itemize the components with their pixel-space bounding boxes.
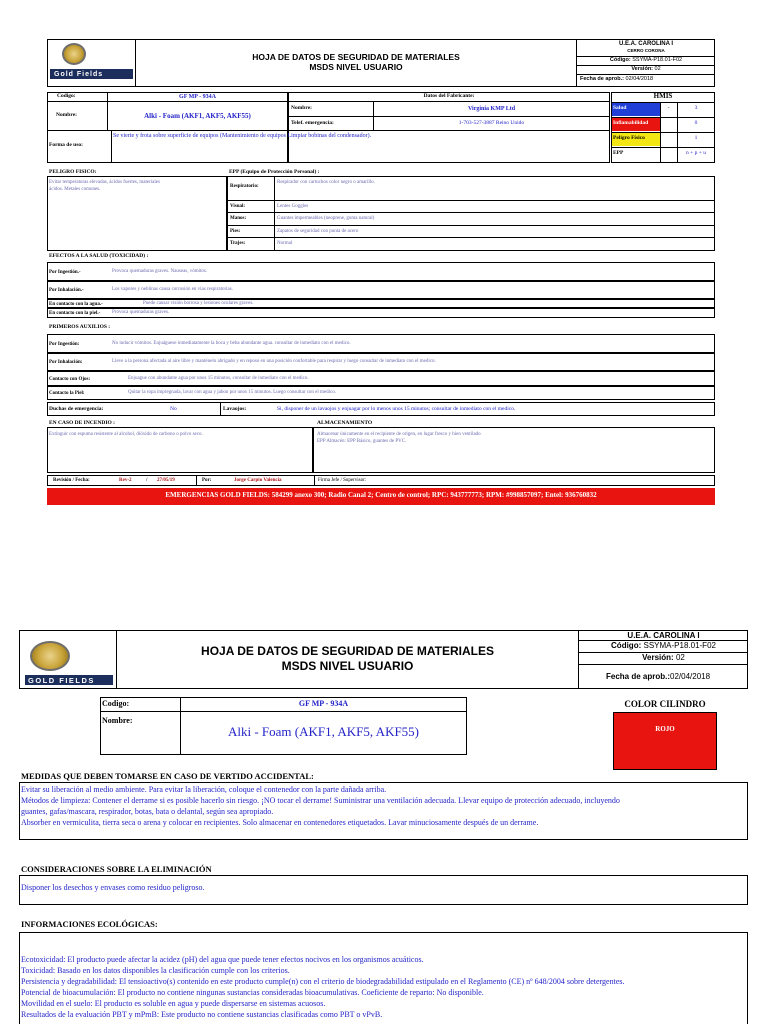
first-aid-label: Por Inhalación: bbox=[49, 360, 83, 365]
first-aid-label: Por Ingestión: bbox=[49, 342, 80, 347]
cylinder-color-value: ROJO bbox=[655, 725, 675, 733]
logo-fields-text: Fields bbox=[76, 70, 104, 78]
approval-date-2: Fecha de aprob.:02/04/2018 bbox=[606, 672, 711, 681]
ecological-text-line: Ecotoxicidad: El producto puede afectar la acidez (pH) del agua que puede tener efectos nocivos en los organismos acuáticos. bbox=[21, 955, 424, 964]
doc-code: Código: SSYMA-P18.01-F02 bbox=[609, 57, 683, 63]
hmis-mid: - bbox=[667, 105, 670, 111]
health-effect-value: Provoca quemaduras graves. Nauseas, vómitos. bbox=[112, 269, 208, 274]
hmis-value: 3 bbox=[694, 105, 698, 111]
physical-hazard-text-1: Evitar temperaturas elevadas, ácidos fuertes, materiales bbox=[49, 180, 160, 185]
document-subtitle: MSDS NIVEL USUARIO bbox=[309, 62, 403, 72]
uea-name: U.E.A. CAROLINA I bbox=[618, 41, 674, 47]
eyewash-label: Lavaojos: bbox=[223, 406, 247, 412]
hmis-value: 0 bbox=[694, 120, 698, 126]
hmis-label: Inflamabilidad bbox=[613, 120, 649, 126]
doc-code-2: Código: SSYMA-P18.01-F02 bbox=[611, 641, 716, 650]
hmis-title: HMIS bbox=[653, 92, 673, 100]
author-label: Por: bbox=[202, 478, 212, 483]
storage-text-2: EPP Almacén: EPP Básico, guantes de PVC. bbox=[317, 439, 407, 444]
revision-date: 27/05/19 bbox=[157, 478, 175, 483]
ppe-row-label: Trajes: bbox=[230, 241, 246, 246]
emergency-shower-label: Duchas de emergencia: bbox=[49, 406, 104, 412]
spill-text-line: Evitar su liberación al medio ambiente. Para evitar la liberación, coloque el contenedor con la parte dañada arriba. bbox=[21, 785, 387, 794]
first-aid-value: No inducir vómitos. Enjuáguese inmediatamente la boca y beba abundante agua. consultar de inmediato con el medico. bbox=[112, 341, 351, 346]
lion-emblem-icon bbox=[62, 43, 86, 65]
uea-name-2: U.E.A. CAROLINA I bbox=[627, 631, 700, 640]
eyewash-value: Si, disponer de un lavaojos y enjuagar por lo menos unos 15 minutos; consultar de inmediato con el medico. bbox=[277, 406, 516, 412]
product-code-label: Codigo: bbox=[57, 93, 76, 99]
product-name-label: Nombre: bbox=[56, 112, 77, 118]
health-effect-value: Provoca quemaduras graves. bbox=[112, 310, 170, 315]
usage-label: Forma de uso: bbox=[49, 142, 83, 148]
ppe-row-value: Normal bbox=[277, 241, 293, 246]
ppe-row-value: Guantes impermeables (neoprene, goma natural) bbox=[277, 216, 375, 221]
health-effect-label: Por Ingestión.- bbox=[49, 270, 81, 275]
emergency-phone-label: Telef. emergencia: bbox=[291, 120, 334, 126]
revision-label: Revisión / Fecha: bbox=[53, 478, 90, 483]
ecological-text-line: Resultados de la evaluación PBT y mPmB: Este producto no contiene sustancias clasificadas como PBT o vPvB. bbox=[21, 1010, 383, 1019]
ppe-row-label: Visual: bbox=[230, 204, 246, 209]
health-effect-label: En contacto con la piel.- bbox=[49, 311, 101, 316]
storage-text-1: Almacenar únicamente en el recipiente de origen, en lugar fresco y bien ventilado bbox=[317, 432, 481, 437]
ppe-heading: EPP (Equipo de Protección Personal) : bbox=[229, 169, 320, 175]
document-title-2: HOJA DE DATOS DE SEGURIDAD DE MATERIALES bbox=[201, 644, 494, 658]
emergency-contacts: EMERGENCIAS GOLD FIELDS: 584299 anexo 300; Radio Canal 2; Centro de control; RPC: 943777773; RPM: #998857097; Entel: 936760832 bbox=[165, 491, 597, 499]
health-effects-heading: EFECTOS A LA SALUD (TOXICIDAD) : bbox=[49, 253, 149, 259]
spill-text-line: guantes, gafas/mascara, respirador, botas, bata o delantal, según sea apropiado. bbox=[21, 807, 274, 816]
document-title: HOJA DE DATOS DE SEGURIDAD DE MATERIALES bbox=[252, 52, 460, 62]
fire-text: Extinguir con espuma resistente al alcohol, dióxido de carbono o polvo seco. bbox=[49, 432, 203, 437]
product-name-2: Alki - Foam (AKF1, AKF5, AKF55) bbox=[227, 724, 420, 739]
doc-version: Versión: 02 bbox=[631, 66, 661, 72]
first-aid-heading: PRIMEROS AUXILIOS : bbox=[49, 324, 111, 330]
ppe-row-value: Respirador con cartuchos color negro o amarillo. bbox=[277, 180, 375, 185]
product-code: GF MP - 934A bbox=[179, 94, 216, 100]
signature-label: Firma Jefe / Supervisor: bbox=[318, 478, 367, 483]
revision-value: Rev-2 bbox=[119, 478, 132, 483]
document-subtitle-2: MSDS NIVEL USUARIO bbox=[281, 659, 414, 673]
ecological-text-line: Potencial de bioacumulación: El producto no contiene ningunas sustancias consideradas bioacumulativas. Coeficiente de reparto: No disponible. bbox=[21, 988, 484, 997]
product-name-label-2: Nombre: bbox=[102, 716, 133, 725]
health-effect-value: Los vapores y neblinas causa corrosión en vías respiratorias. bbox=[112, 287, 233, 292]
ecological-heading: INFORMACIONES ECOLÓGICAS: bbox=[21, 919, 158, 929]
physical-hazard-label: PELIGRO FISICO: bbox=[49, 169, 97, 175]
cylinder-color-label: COLOR CILINDRO bbox=[624, 699, 706, 709]
ppe-row-value: Zapatos de seguridad con punta de acero bbox=[277, 229, 359, 234]
doc-version-2: Versión: 02 bbox=[642, 653, 685, 662]
physical-hazard-text-2: ácidos. Metales comunes. bbox=[49, 187, 101, 192]
hmis-value: n + p + u bbox=[686, 150, 706, 156]
usage-text: Se vierte y frota sobre superficie de equipos (Mantenimiento de equipos Limpiar bobinas del condensador). bbox=[113, 133, 372, 139]
disposal-text: Disponer los desechos y envases como residuo peligroso. bbox=[21, 883, 205, 892]
logo-fields-text: FIELDS bbox=[59, 675, 95, 685]
first-aid-value: Lleve a la persona afectada al aire libre y manténelo abrigado y en reposo en una posición confortable para respirar y luego consultar de inmediato con el medico. bbox=[112, 359, 436, 364]
ppe-row-value: Lentes Goggles bbox=[277, 204, 309, 209]
spill-measures-heading: MEDIDAS QUE DEBEN TOMARSE EN CASO DE VERTIDO ACCIDENTAL: bbox=[21, 771, 314, 781]
manufacturer-heading: Datos del Fabricante: bbox=[423, 93, 475, 99]
author-name: Jorge Carpio Valencia bbox=[234, 478, 282, 483]
hmis-label: EPP bbox=[613, 150, 624, 156]
first-aid-value: Quitar la ropa impregnada, lavar con agua y jabon por unos 15 minutos. Luego consultar con el medico. bbox=[128, 390, 336, 395]
hmis-label: Salud bbox=[613, 105, 627, 111]
manufacturer-name-label: Nombre: bbox=[291, 105, 312, 111]
cylinder-color-swatch bbox=[613, 712, 717, 770]
revision-slash: / bbox=[146, 478, 148, 483]
first-aid-value: Enjuague con abundante agua por unos 15 minutos, consultar de inmediato con el medico. bbox=[128, 376, 309, 381]
ppe-row-label: Manos: bbox=[230, 216, 247, 221]
health-effect-value: Puede causar visión borrosa y lesiones oculares graves. bbox=[143, 301, 254, 306]
ecological-text-line: Persistencia y degradabilidad: El tensioactivo(s) contenido en este producto cumple(n) con el criterio de biodegradabilidad estipulado en el Reglamento (CE) nº 648/2004 sobre detergentes. bbox=[21, 977, 625, 986]
ppe-row-label: Respiratorio: bbox=[230, 184, 259, 189]
emergency-shower-value: No bbox=[170, 406, 177, 412]
hmis-label: Peligro Físico bbox=[613, 135, 645, 141]
lion-emblem-icon bbox=[30, 641, 70, 671]
site-name: CERRO CORONA bbox=[627, 48, 665, 53]
hmis-value: 1 bbox=[694, 135, 698, 141]
logo-gold-text: Gold bbox=[54, 70, 74, 78]
fire-heading: EN CASO DE INCENDIO : bbox=[49, 420, 116, 426]
ecological-text-line: Toxicidad: Basado en los datos disponibles la clasificación cumple con los criterios. bbox=[21, 966, 290, 975]
health-effect-label: En contacto con la agua.- bbox=[49, 302, 103, 307]
product-code-label-2: Codigo: bbox=[102, 699, 130, 708]
product-code-2: GF MP - 934A bbox=[298, 699, 349, 708]
disposal-heading: CONSIDERACIONES SOBRE LA ELIMINACIÓN bbox=[21, 864, 212, 874]
approval-date: Fecha de aprob.: 02/04/2018 bbox=[580, 76, 654, 82]
ppe-table bbox=[227, 176, 715, 251]
storage-heading: ALMACENAMIENTO bbox=[317, 420, 373, 426]
emergency-phone: 1-703-527-3887 Reino Unido bbox=[458, 120, 525, 126]
spill-text-line: Métodos de limpieza: Contener el derrame si es posible hacerlo sin riesgo. ¡NO tocar el derrame! Suministrar una ventilación adecuada. Llevar equipo de protección adecuado, incluyendo bbox=[21, 796, 620, 805]
health-effect-label: Por Inhalación.- bbox=[49, 288, 84, 293]
first-aid-label: Contacto la Piel: bbox=[49, 391, 85, 396]
first-aid-label: Contacto con Ojos: bbox=[49, 377, 91, 382]
logo-gold-text: GOLD bbox=[28, 675, 56, 685]
ppe-row-label: Pies: bbox=[230, 229, 241, 234]
product-name: Alki - Foam (AKF1, AKF5, AKF55) bbox=[144, 112, 251, 120]
manufacturer-name: Virginia KMP Ltd bbox=[467, 106, 516, 112]
ecological-text-line: Movilidad en el suelo: El producto es soluble en agua y puede dispersarse en sistemas acuosos. bbox=[21, 999, 326, 1008]
spill-text-line: Absorber en vermiculita, tierra seca o arena y colocar en recipientes. Solo almacenar en contenedores etiquetados. Lavar minuciosamente después de un derrame. bbox=[21, 818, 539, 827]
